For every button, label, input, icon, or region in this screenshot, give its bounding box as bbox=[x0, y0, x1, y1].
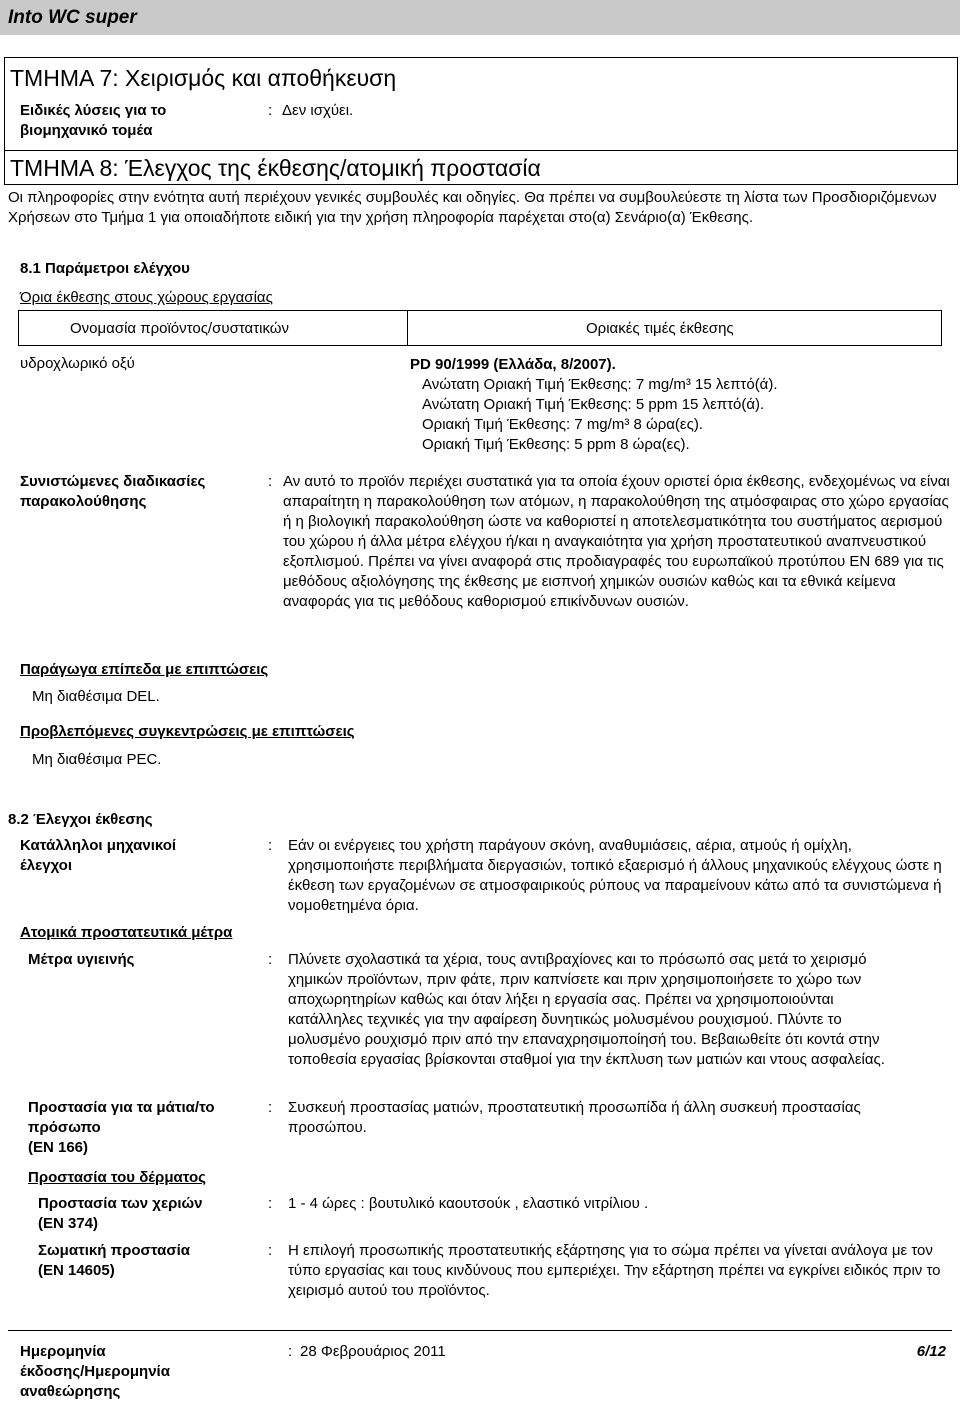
table-header-product: Ονομασία προϊόντος/συστατικών bbox=[70, 320, 289, 337]
hygiene-text: Πλύνετε σχολαστικά τα χέρια, τους αντιβραχίονες και το πρόσωπό σας μετά το χειρισμό χημικών προϊόντων, πριν φάτε, πριν καπνίσετε και πριν χρησιμοποιήσετε το χώρο των αποχωρητηρίων καθώς και όταν λήξει η εργασία σας. Πρέπει να χρησιμοποιούνται κατάλληλες τεχνικές για την αφαίρεση δυνητικώς μολυσμένου ρουχισμού. Πλύντε το μολυσμένο ρουχισμό πριν από την επαναχρησιμοποίησή του. Βεβαιωθείτε ότι κοντά στην τοποθεσία εργασίας βρίσκονται σταθμοί για την έκπλυση των ματιών και ντους ασφαλείας. bbox=[288, 951, 885, 1068]
colon: : bbox=[268, 837, 273, 854]
colon: : bbox=[268, 1242, 273, 1259]
limit-line: Οριακή Τιμή Έκθεσης: 7 mg/m³ 8 ώρα(ες). bbox=[422, 416, 703, 433]
occupational-limits-heading: Όρια έκθεσης στους χώρους εργασίας bbox=[20, 289, 273, 306]
colon: : bbox=[268, 951, 273, 968]
body-protection-text: Η επιλογή προσωπικής προστατευτικής εξάρτησης για το σώμα πρέπει να γίνεται ανάλογα με τον τύπο εργασίας και τους κινδύνους που εμπεριέχει. Την εξάρτηση πρέπει να εγκρίνει ειδικός πριν το χειρισμό αυτού του προϊόντος. bbox=[288, 1242, 941, 1299]
eye-protection-text: Συσκευή προστασίας ματιών, προστατευτική προσωπίδα ή άλλη συσκευή προστασίας προσώπου. bbox=[288, 1099, 861, 1136]
table-header-limits: Οριακές τιμές έκθεσης bbox=[586, 320, 734, 337]
eye-protection-label: Προστασία για τα μάτια/το πρόσωπο (EN 166) bbox=[28, 1099, 215, 1156]
body-protection-label: Σωματική προστασία (EN 14605) bbox=[38, 1242, 190, 1279]
section-7-title: ΤΜΗΜΑ 7: Χειρισμός και αποθήκευση bbox=[10, 65, 397, 91]
colon: : bbox=[268, 102, 273, 119]
del-heading: Παράγωγα επίπεδα με επιπτώσεις bbox=[20, 661, 269, 678]
monitoring-label: Συνιστώμενες διαδικασίες παρακολούθησης bbox=[20, 473, 206, 510]
colon: : bbox=[268, 473, 273, 490]
hygiene-label: Μέτρα υγιεινής bbox=[28, 951, 135, 968]
pec-heading: Προβλεπόμενες συγκεντρώσεις με επιπτώσεις bbox=[20, 723, 355, 740]
table-row-substance-name: υδροχλωρικό οξύ bbox=[20, 355, 135, 372]
colon: : bbox=[268, 1195, 273, 1212]
page-number: 6/12 bbox=[916, 1343, 946, 1360]
skin-protection-heading: Προστασία του δέρματος bbox=[28, 1169, 206, 1186]
colon: : bbox=[268, 1099, 273, 1116]
exposure-controls-heading: 8.2 Έλεγχοι έκθεσης bbox=[8, 811, 153, 828]
monitoring-text: Αν αυτό το προϊόν περιέχει συστατικά για τα οποία έχουν οριστεί όρια έκθεσης, ενδεχομένως να είναι απαραίτητη η παρακολούθηση των ατόμων, η παρακολούθηση της ατμόσφαιρας στο χώρο εργασίας ή η βιολογική παρακολούθηση ώστε να καθοριστεί η αποτελεσματικότητα του συστήματος αερισμού του χώρου ή άλλα μέτρα ελέγχου ή/και η αναγκαιότητα για χρήση προστατευτικού αναπνευστικού εξοπλισμού. Πρέπει να γίνει αναφορά στις προδιαγραφές του ευρωπαϊκού προτύπου EN 689 για τις μεθόδους αξιολόγησης της έκθεσης με εισπνοή χημικών ουσιών καθώς και τα εθνικά κείμενα αναφοράς για τις μεθόδους καθορισμού επικίνδυνων ουσιών. bbox=[283, 473, 950, 610]
section-8-intro: Οι πληροφορίες στην ενότητα αυτή περιέχουν γενικές συμβουλές και οδηγίες. Θα πρέπει να συμβουλεύεστε τη λίστα των Προσδιοριζόμενων Χρήσεων στο Τμήμα 1 για οποιαδήποτε ειδική για την χρήση πληροφορία παρέχεται στο(α) Σενάριο(α) Έκθεσης. bbox=[8, 189, 937, 226]
industrial-solutions-label: Ειδικές λύσεις για το βιομηχανικό τομέα bbox=[20, 102, 167, 139]
footer-date-value: 28 Φεβρουάριος 2011 bbox=[300, 1343, 446, 1360]
footer-date-label: Ημερομηνία έκδοσης/Ημερομηνία αναθεώρησης bbox=[20, 1343, 170, 1400]
hand-protection-label: Προστασία των χεριών (EN 374) bbox=[38, 1195, 203, 1232]
footer-rule bbox=[8, 1330, 952, 1331]
colon: : bbox=[288, 1343, 293, 1360]
pec-value: Μη διαθέσιμα PEC. bbox=[32, 751, 162, 768]
engineering-controls-text: Εάν οι ενέργειες του χρήστη παράγουν σκόνη, αναθυμιάσεις, αέρια, ατμούς ή ομίχλη, χρησιμοποιήστε περιβλήματα διεργασιών, τοπικό εξαερισμό ή άλλους μηχανικούς ελέγχους ώστε η έκθεση των εργαζομένων σε ατμοσφαιρικούς ρύπους να παραμείνουν κάτω από τα συνιστώμενα ή νομοθετημένα όρια. bbox=[288, 837, 942, 914]
del-value: Μη διαθέσιμα DEL. bbox=[32, 688, 160, 705]
table-row-source: PD 90/1999 (Ελλάδα, 8/2007). bbox=[410, 356, 616, 373]
header-bar bbox=[0, 0, 960, 35]
ppe-heading: Ατομικά προστατευτικά μέτρα bbox=[20, 924, 233, 941]
industrial-solutions-value: Δεν ισχύει. bbox=[282, 102, 354, 119]
section-8-title: ΤΜΗΜΑ 8: Έλεγχος της έκθεσης/ατομική προστασία bbox=[10, 155, 541, 181]
limit-line: Ανώτατη Οριακή Τιμή Έκθεσης: 5 ppm 15 λεπτό(ά). bbox=[422, 396, 765, 413]
control-parameters-heading: 8.1 Παράμετροι ελέγχου bbox=[20, 260, 190, 277]
limit-line: Ανώτατη Οριακή Τιμή Έκθεσης: 7 mg/m³ 15 λεπτό(ά). bbox=[422, 376, 778, 393]
engineering-controls-label: Κατάλληλοι μηχανικοί έλεγχοι bbox=[20, 837, 177, 874]
hand-protection-text: 1 - 4 ώρες : βουτυλικό καουτσούκ , ελαστικό νιτρίλιου . bbox=[288, 1195, 649, 1212]
limit-line: Οριακή Τιμή Έκθεσης: 5 ppm 8 ώρα(ες). bbox=[422, 436, 690, 453]
product-name: Into WC super bbox=[8, 7, 137, 28]
